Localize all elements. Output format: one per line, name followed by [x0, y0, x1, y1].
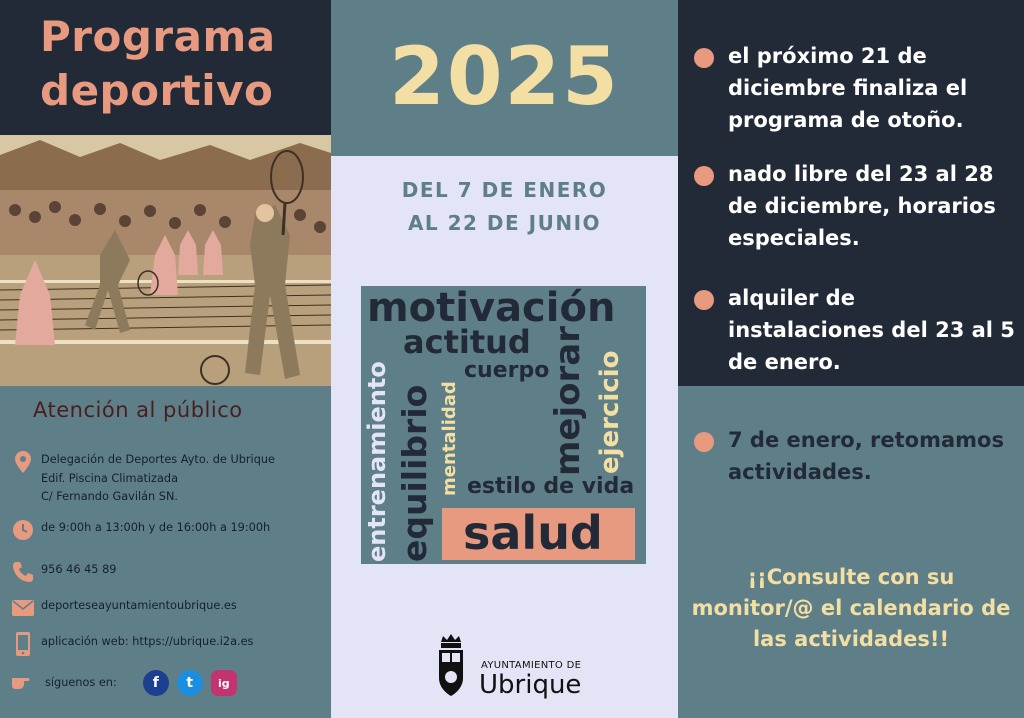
address-row	[12, 451, 275, 507]
word-actitud: actitud	[403, 323, 531, 361]
dates-line-1: DEL 7 DE ENERO	[401, 178, 608, 202]
email-row	[12, 597, 237, 619]
news-text: alquiler de instalaciones del 23 al 5 de enero.	[728, 286, 1015, 374]
tennis-illustration	[0, 135, 331, 386]
social-row	[12, 670, 237, 696]
phone-text[interactable]: 956 46 45 89	[41, 563, 117, 576]
year-title: 2025	[389, 30, 620, 123]
phone-row	[12, 561, 116, 583]
bullet-dot-icon	[694, 290, 714, 310]
word-cloud	[361, 286, 646, 564]
news-text: nado libre del 23 al 28 de diciembre, horarios especiales.	[728, 162, 996, 250]
logo-caption: AYUNTAMIENTO DE	[481, 660, 582, 671]
smartphone-icon	[12, 633, 34, 655]
logo-name: Ubrique	[479, 670, 582, 700]
dates-line-2: AL 22 DE JUNIO	[407, 211, 602, 235]
attention-title: Atención al público	[33, 398, 243, 422]
bullet-dot-icon	[694, 432, 714, 452]
location-pin-icon	[12, 451, 34, 473]
word-cuerpo: cuerpo	[464, 358, 550, 383]
email-text[interactable]: deporteseayuntamientoubrique.es	[41, 599, 237, 612]
word-entrenamiento: entrenamiento	[363, 361, 391, 562]
twitter-icon[interactable]: t	[177, 670, 203, 696]
word-ejercicio: ejercicio	[595, 350, 625, 474]
address-line-2: Edif. Piscina Climatizada	[41, 471, 179, 485]
bullet-dot-icon	[694, 48, 714, 68]
title-line-1: Programa	[40, 12, 276, 61]
phone-icon	[12, 561, 34, 583]
contact-panel	[0, 386, 331, 718]
word-motivacion: motivación	[367, 285, 616, 331]
instagram-icon[interactable]: ig	[211, 670, 237, 696]
word-salud: salud	[463, 506, 603, 560]
news-item	[694, 158, 1016, 254]
clock-icon	[12, 519, 34, 541]
web-row	[12, 633, 253, 655]
title-line-2: deportivo	[40, 66, 274, 115]
word-estilo-de-vida: estilo de vida	[467, 474, 635, 499]
pointing-hand-icon	[12, 670, 38, 692]
address-line-3: C/ Fernando Gavilán SN.	[41, 490, 179, 503]
news-item	[694, 282, 1016, 378]
follow-text: síguenos en:	[45, 676, 117, 689]
consult-notice: ¡¡Consulte con su monitor/@ el calendario de las actividades!!	[691, 565, 1011, 651]
word-mejorar: mejorar	[548, 326, 588, 476]
hours-row	[12, 519, 270, 541]
address-text	[41, 451, 275, 507]
page-title	[40, 10, 330, 118]
news-text: 7 de enero, retomamos actividades.	[728, 428, 1004, 484]
right-panel	[678, 0, 1024, 718]
word-equilibrio: equilibrio	[395, 384, 434, 562]
left-panel	[0, 0, 331, 718]
middle-panel	[331, 0, 678, 718]
address-line-1: Delegación de Deportes Ayto. de Ubrique	[41, 453, 275, 466]
news-item	[694, 40, 1016, 136]
bullet-dot-icon	[694, 166, 714, 186]
news-item	[694, 424, 1016, 488]
mail-icon	[12, 597, 34, 619]
web-text[interactable]: aplicación web: https://ubrique.i2a.es	[41, 635, 254, 648]
news-text: el próximo 21 de diciembre finaliza el programa de otoño.	[728, 44, 968, 132]
word-mentalidad: mentalidad	[439, 381, 460, 496]
facebook-icon[interactable]: f	[143, 670, 169, 696]
hours-text: de 9:00h a 13:00h y de 16:00h a 19:00h	[41, 521, 271, 534]
